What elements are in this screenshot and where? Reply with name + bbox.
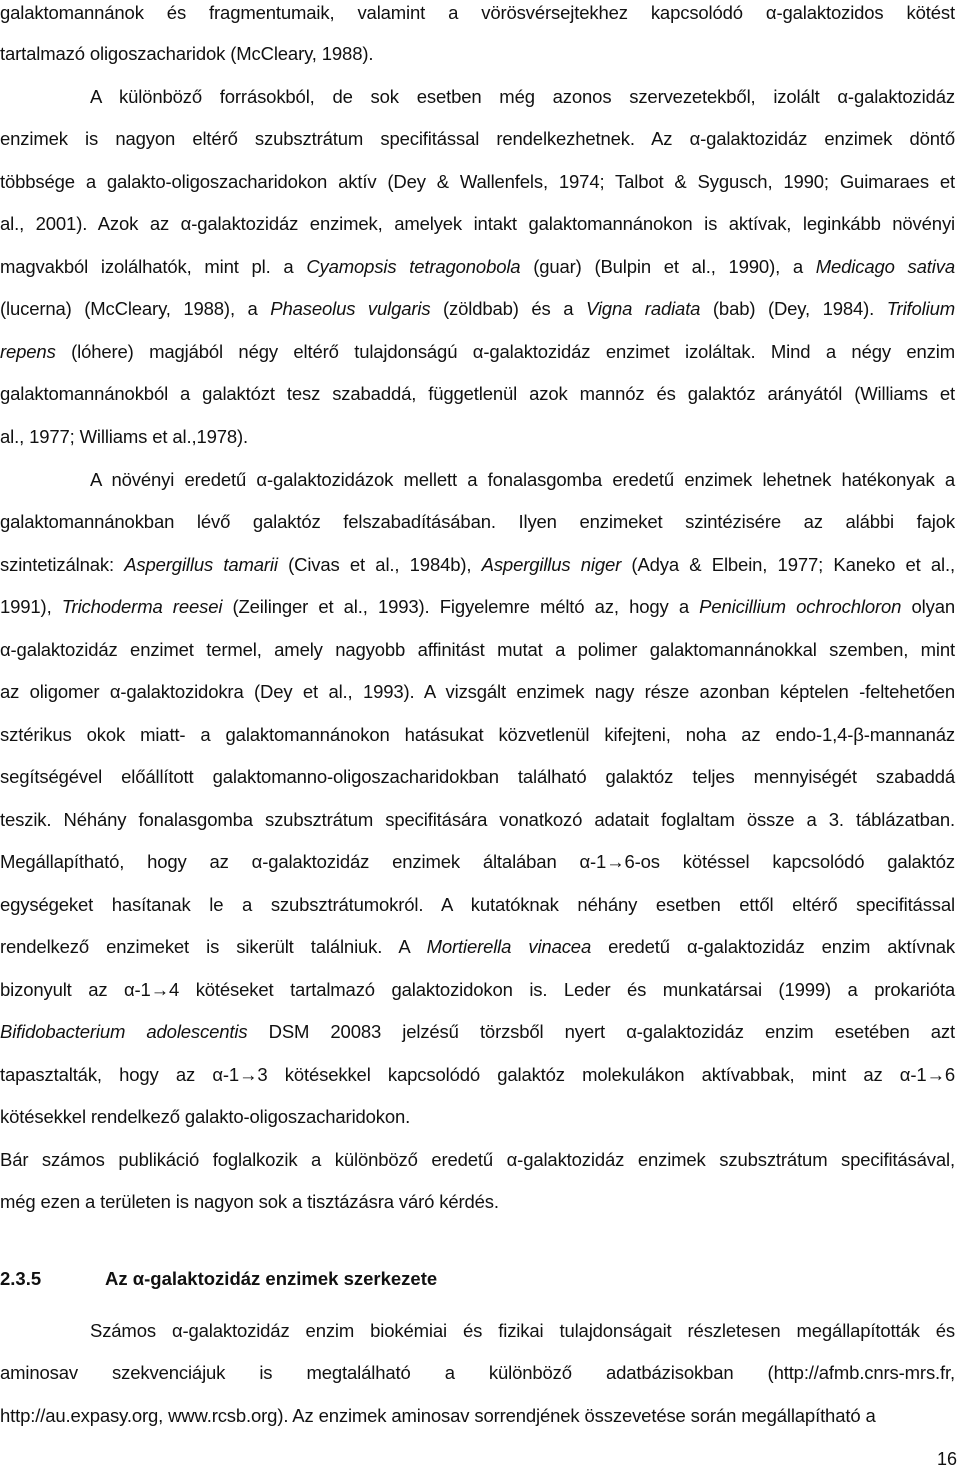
text-line: kötésekkel rendelkező galakto-oligoszacharidokon. bbox=[0, 1106, 411, 1127]
text-line: rendelkező enzimeket is sikerült találniuk. A Mortierella vinacea eredetű α-galaktozidáz enzim aktívnak bbox=[0, 936, 955, 957]
text-line: tartalmazó oligoszacharidok (McCleary, 1988). bbox=[0, 43, 374, 64]
text-line: Bár számos publikáció foglalkozik a különböző eredetű α-galaktozidáz enzimek szubsztrátum specifitásával, bbox=[0, 1149, 955, 1170]
text-line: egységeket hasítanak le a szubsztrátumokról. A kutatóknak néhány esetben ettől eltérő specifitással bbox=[0, 894, 955, 915]
text-line: repens (lóhere) magjából négy eltérő tulajdonságú α-galaktozidáz enzimet izoláltak. Mind a négy enzim bbox=[0, 341, 955, 362]
text-line: enzimek is nagyon eltérő szubsztrátum specifitással rendelkezhetnek. Az α-galaktozidáz enzimek döntő bbox=[0, 128, 955, 149]
text-line: magvakból izolálhatók, mint pl. a Cyamopsis tetragonobola (guar) (Bulpin et al., 1990), a Medicago sativa bbox=[0, 256, 955, 277]
text-line: al., 2001). Azok az α-galaktozidáz enzimek, amelyek intakt galaktomannánokon is aktívak, leginkább növényi bbox=[0, 213, 955, 234]
text-line: tapasztalták, hogy az α-1→3 kötésekkel kapcsolódó galaktóz molekulákon aktívabbak, mint az α-1→6 bbox=[0, 1064, 955, 1085]
text-line: aminosav szekvenciájuk is megtalálható a különböző adatbázisokban (http://afmb.cnrs-mrs.fr, bbox=[0, 1362, 955, 1383]
text-line: 1991), Trichoderma reesei (Zeilinger et al., 1993). Figyelemre méltó az, hogy a Penicillium ochrochloron olyan bbox=[0, 596, 956, 617]
text-line: többsége a galakto-oligoszacharidokon aktív (Dey & Wallenfels, 1974; Talbot & Sygusch, 1990; Guimaraes et bbox=[0, 171, 955, 192]
section-title: Az α-galaktozidáz enzimek szerkezete bbox=[105, 1268, 438, 1289]
text-line: segítségével előállított galaktomanno-oligoszacharidokban található galaktóz teljes mennyiségét szabaddá bbox=[0, 766, 955, 787]
text-line: α-galaktozidáz enzimet termel, amely nagyobb affinitást mutat a polimer galaktomannánokkal szemben, mint bbox=[0, 639, 955, 660]
text-line: még ezen a területen is nagyon sok a tisztázásra váró kérdés. bbox=[0, 1191, 499, 1212]
text-line: az oligomer α-galaktozidokra (Dey et al., 1993). A vizsgált enzimek nagy része azonban képtelen -feltehetően bbox=[0, 681, 955, 702]
text-line: sztérikus okok miatt- a galaktomannánokon hatásukat közvetlenül kifejteni, noha az endo-1,4-β-mannanáz bbox=[0, 724, 955, 745]
text-line: al., 1977; Williams et al.,1978). bbox=[0, 426, 248, 447]
text-line: Számos α-galaktozidáz enzim biokémiai és fizikai tulajdonságait részletesen megállapították és bbox=[90, 1320, 955, 1341]
text-line: galaktomannánokból a galaktózt tesz szabaddá, függetlenül azok mannóz és galaktóz arányától (Williams et bbox=[0, 383, 955, 404]
text-line: (lucerna) (McCleary, 1988), a Phaseolus vulgaris (zöldbab) és a Vigna radiata (bab) (Dey, 1984). Trifolium bbox=[0, 298, 955, 319]
page-number: 16 bbox=[936, 1449, 957, 1469]
text-line: szintetizálnak: Aspergillus tamarii (Civas et al., 1984b), Aspergillus niger (Adya & Elbein, 1977; Kaneko et al., bbox=[0, 554, 956, 575]
text-line: teszik. Néhány fonalasgomba szubsztrátum specifitására vonatkozó adatait foglaltam össze a 3. táblázatban. bbox=[0, 809, 955, 830]
section-number: 2.3.5 bbox=[0, 1268, 42, 1289]
text-line: Bifidobacterium adolescentis DSM 20083 jelzésű törzsből nyert α-galaktozidáz enzim esetében azt bbox=[0, 1021, 955, 1042]
text-line: bizonyult az α-1→4 kötéseket tartalmazó galaktozidokon is. Leder és munkatársai (1999) a prokariótа bbox=[0, 979, 955, 1000]
text-line: Megállapítható, hogy az α-galaktozidáz enzimek általában α-1→6-os kötéssel kapcsolódó galaktóz bbox=[0, 851, 955, 872]
text-line: A növényi eredetű α-galaktozidázok mellett a fonalasgomba eredetű enzimek lehetnek hatékonyak a bbox=[90, 469, 955, 490]
text-line: galaktomannánokban lévő galaktóz felszabadításában. Ilyen enzimeket szintézisére az alábbi fajok bbox=[0, 511, 955, 532]
text-line: galaktomannánok és fragmentumaik, valamint a vörösvérsejtekhez kapcsolódó α-galaktozidos kötést bbox=[0, 2, 955, 23]
text-line: http://au.expasy.org, www.rcsb.org). Az enzimek aminosav sorrendjének összevetése során megállapítható a bbox=[0, 1405, 876, 1426]
text-line: A különböző forrásokból, de sok esetben még azonos szervezetekből, izolált α-galaktozidáz bbox=[90, 86, 955, 107]
